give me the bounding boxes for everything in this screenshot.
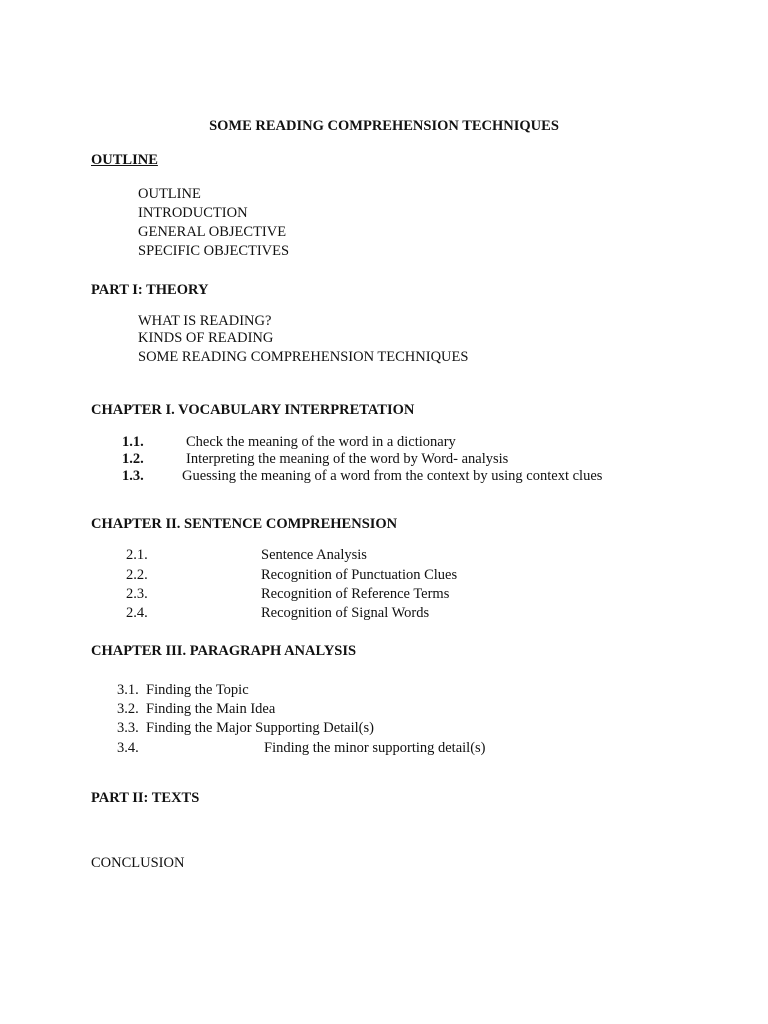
outline-item: SPECIFIC OBJECTIVES — [138, 243, 290, 259]
part1-item: WHAT IS READING? — [138, 313, 272, 329]
chapter3-item-text: Finding the Main Idea — [146, 701, 276, 717]
chapter3-item-number: 3.4. — [117, 740, 139, 756]
chapter3-item-number: 3.1. — [117, 682, 139, 698]
chapter3-item-text: Finding the minor supporting detail(s) — [264, 740, 486, 756]
chapter2-item-text: Recognition of Punctuation Clues — [261, 567, 458, 583]
chapter3-item-text: Finding the Major Supporting Detail(s) — [146, 720, 374, 736]
part1-item: KINDS OF READING — [138, 330, 274, 346]
part1-heading: PART I: THEORY — [91, 282, 209, 298]
outline-heading: OUTLINE — [91, 152, 158, 168]
chapter2-item-text: Recognition of Signal Words — [261, 605, 430, 621]
conclusion-heading: CONCLUSION — [91, 855, 185, 871]
chapter1-item-number: 1.3. — [122, 468, 144, 484]
chapter1-item-text: Check the meaning of the word in a dictionary — [186, 434, 456, 450]
chapter1-item-text: Interpreting the meaning of the word by Word- analysis — [186, 451, 509, 467]
outline-item: GENERAL OBJECTIVE — [138, 224, 287, 240]
chapter3-heading: CHAPTER III. PARAGRAPH ANALYSIS — [91, 643, 357, 659]
chapter2-heading: CHAPTER II. SENTENCE COMPREHENSION — [91, 516, 398, 532]
chapter3-item-text: Finding the Topic — [146, 682, 249, 698]
chapter1-heading: CHAPTER I. VOCABULARY INTERPRETATION — [91, 402, 415, 418]
chapter2-item-number: 2.3. — [126, 586, 148, 602]
part2-heading: PART II: TEXTS — [91, 790, 200, 806]
chapter2-item-text: Sentence Analysis — [261, 547, 367, 563]
chapter2-item-text: Recognition of Reference Terms — [261, 586, 450, 602]
chapter3-item-number: 3.3. — [117, 720, 139, 736]
chapter3-item-number: 3.2. — [117, 701, 139, 717]
chapter2-item-number: 2.2. — [126, 567, 148, 583]
outline-item: INTRODUCTION — [138, 205, 248, 221]
chapter1-item-text: Guessing the meaning of a word from the context by using context clues — [182, 468, 603, 484]
chapter2-item-number: 2.1. — [126, 547, 148, 563]
chapter2-item-number: 2.4. — [126, 605, 148, 621]
chapter1-item-number: 1.1. — [122, 434, 144, 450]
chapter1-item-number: 1.2. — [122, 451, 144, 467]
outline-item: OUTLINE — [138, 186, 201, 202]
part1-item: SOME READING COMPREHENSION TECHNIQUES — [138, 349, 469, 365]
document-title: SOME READING COMPREHENSION TECHNIQUES — [209, 118, 559, 134]
